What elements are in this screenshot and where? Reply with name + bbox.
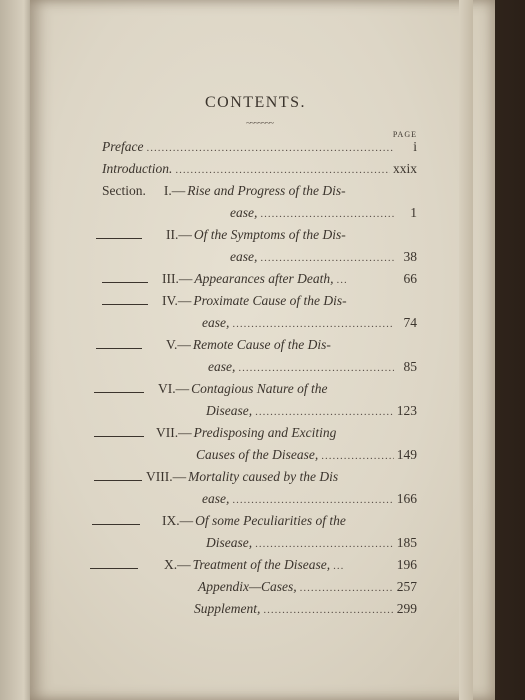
dot-leader	[255, 538, 394, 550]
toc-entry-section-1	[102, 183, 417, 205]
toc-entry-page: 66	[403, 271, 417, 286]
dot-leader	[263, 604, 393, 616]
toc-entry-label: Remote Cause of the Dis-	[192, 337, 331, 352]
toc-entry-label: Appendix—Cases,	[198, 579, 297, 594]
toc-entry-label: Disease,	[206, 535, 253, 550]
dot-leader	[333, 560, 345, 572]
toc-entry-label: Predisposing and Exciting	[193, 425, 337, 440]
table-of-contents	[102, 94, 417, 623]
toc-entry-preface	[102, 139, 417, 161]
ditto-dash	[94, 436, 144, 438]
toc-entry-section-7	[94, 425, 417, 447]
dot-leader	[232, 494, 393, 506]
book-cover-edge	[0, 0, 34, 700]
toc-entry-page: 38	[403, 249, 417, 264]
toc-entry-section-5-cont	[102, 359, 417, 381]
ditto-dash	[96, 348, 142, 350]
toc-entry-label: Treatment of the Disease,	[192, 557, 331, 572]
dot-leader	[321, 450, 394, 462]
ditto-dash	[94, 480, 142, 482]
dot-leader	[336, 274, 346, 286]
toc-entry-label: Disease,	[206, 403, 253, 418]
section-numeral: VII.—	[156, 425, 192, 440]
toc-entry-page: 123	[396, 403, 417, 418]
toc-entry-page: 257	[396, 579, 417, 594]
toc-entry-section-2-cont	[102, 249, 417, 271]
dot-leader	[146, 142, 394, 154]
toc-entry-label: Appearances after Death,	[194, 271, 334, 286]
dot-leader	[232, 318, 394, 330]
toc-entry-section-7-cont	[102, 447, 417, 469]
ditto-dash	[90, 568, 138, 570]
toc-entry-section-4-cont	[102, 315, 417, 337]
toc-entry-section-1-cont	[102, 205, 417, 227]
dot-leader	[260, 252, 394, 264]
ditto-dash	[94, 392, 144, 394]
dot-leader	[260, 208, 394, 220]
toc-entry-label: Mortality caused by the Dis	[188, 469, 339, 484]
toc-entry-section-8-cont	[102, 491, 417, 513]
toc-entry-appendix	[102, 579, 417, 601]
toc-entry-label: ease,	[208, 359, 236, 374]
toc-entry-section-9-cont	[102, 535, 417, 557]
toc-entry-section-5	[96, 337, 417, 359]
toc-entry-section-2	[96, 227, 417, 249]
toc-entry-label: Rise and Progress of the Dis-	[187, 183, 346, 198]
toc-entry-introduction	[102, 161, 417, 183]
section-numeral: V.—	[166, 337, 191, 352]
toc-entry-page: i	[413, 139, 417, 154]
ditto-dash	[92, 524, 140, 526]
section-label: Section.	[102, 183, 146, 198]
toc-entry-supplement	[102, 601, 417, 623]
toc-entry-page: 149	[396, 447, 417, 462]
dot-leader	[238, 362, 394, 374]
section-numeral: IV.—	[162, 293, 192, 308]
page-title: CONTENTS.	[204, 94, 307, 111]
toc-entry-page: 85	[403, 359, 417, 374]
toc-entry-page: 185	[396, 535, 417, 550]
toc-entry-page: 1	[410, 205, 417, 220]
toc-entry-page: xxix	[392, 161, 417, 176]
dot-leader	[175, 164, 390, 176]
ditto-dash	[102, 282, 148, 284]
section-numeral: II.—	[166, 227, 192, 242]
toc-entry-label: Preface	[102, 139, 144, 154]
toc-entry-label: Of some Peculiarities of the	[195, 513, 346, 528]
toc-entry-label: Introduction.	[102, 161, 173, 176]
ditto-dash	[96, 238, 142, 240]
section-numeral: X.—	[164, 557, 191, 572]
ditto-dash	[102, 304, 148, 306]
toc-entry-section-6-cont	[102, 403, 417, 425]
page-column-header: PAGE	[392, 130, 417, 139]
page-edge	[459, 0, 473, 700]
toc-entry-label: Of the Symptoms of the Dis-	[193, 227, 346, 242]
toc-entry-page: 166	[396, 491, 417, 506]
toc-entry-label: Causes of the Disease,	[196, 447, 319, 462]
toc-entry-section-10	[90, 557, 417, 579]
section-numeral: IX.—	[162, 513, 194, 528]
toc-entry-label: ease,	[230, 205, 258, 220]
toc-entry-section-8	[94, 469, 417, 491]
section-numeral: I.—	[163, 183, 186, 198]
toc-entry-label: ease,	[230, 249, 258, 264]
toc-entry-page: 196	[396, 557, 417, 572]
toc-entry-label: ease,	[202, 315, 230, 330]
toc-entry-label: Contagious Nature of the	[191, 381, 328, 396]
toc-entry-label: Proximate Cause of the Dis-	[193, 293, 347, 308]
section-numeral: VI.—	[158, 381, 190, 396]
section-numeral: VIII.—	[146, 469, 187, 484]
toc-entry-label: Supplement,	[194, 601, 261, 616]
toc-entry-section-6	[94, 381, 417, 403]
toc-entry-page: 299	[396, 601, 417, 616]
dot-leader	[300, 582, 394, 594]
ornament-rule: ~~~~~~~	[245, 118, 274, 128]
dot-leader	[255, 406, 394, 418]
toc-entry-section-9	[92, 513, 417, 535]
toc-entry-section-3	[102, 271, 417, 293]
section-numeral: III.—	[162, 271, 193, 286]
toc-entry-label: ease,	[202, 491, 230, 506]
toc-entry-page: 74	[403, 315, 417, 330]
toc-entry-section-4	[102, 293, 417, 315]
